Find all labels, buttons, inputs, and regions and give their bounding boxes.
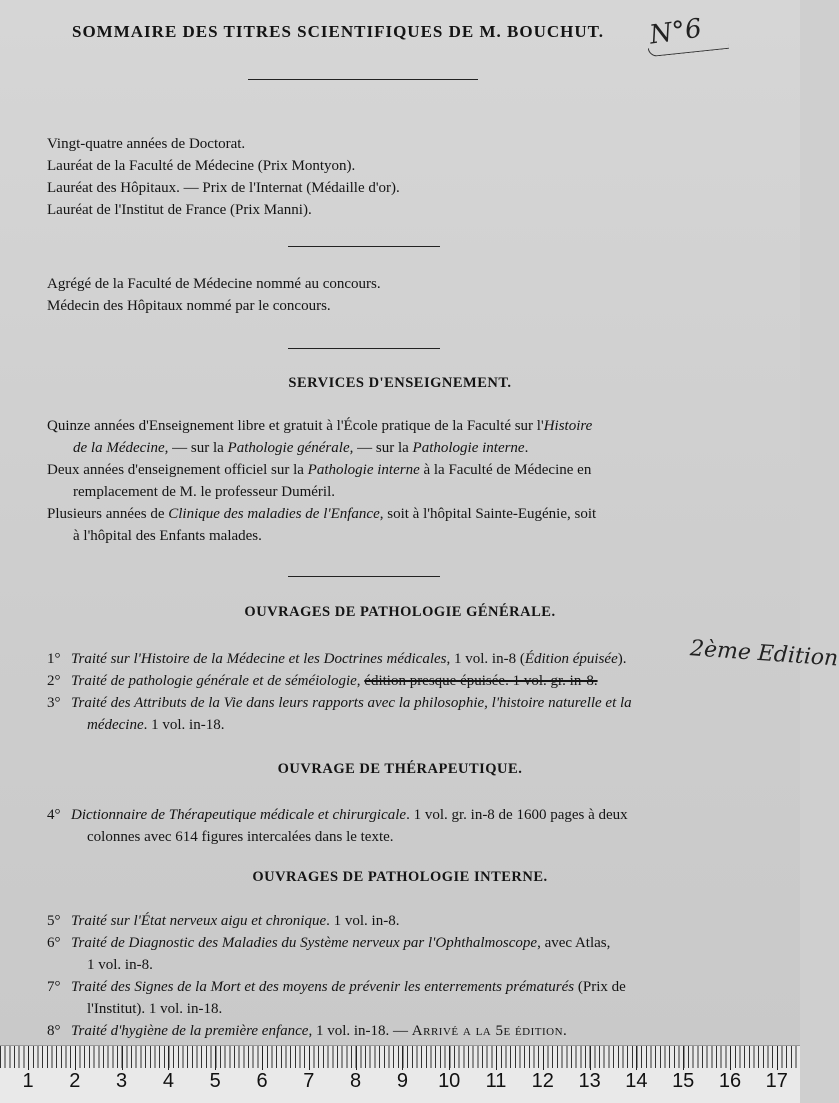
ruler-number: 3 — [116, 1070, 128, 1092]
ruler-major-tick — [262, 1046, 263, 1070]
teaching-paragraph-2-cont: remplacement de M. le professeur Duméril. — [73, 484, 335, 500]
handwritten-margin-note: 2ème Edition — [689, 636, 839, 672]
list-item: 1° Traité sur l'Histoire de la Médecine et les Doctrines médicales, 1 vol. in-8 (Édition épuisée). — [47, 651, 627, 667]
divider-rule — [288, 576, 440, 577]
ruler-number: 13 — [578, 1070, 601, 1092]
list-item: 7° Traité des Signes de la Mort et des moyens de prévenir les enterrements prématurés (Prix de l'Institut). 1 vol. in-18. — [47, 979, 626, 1017]
ruler-number: 1 — [22, 1070, 34, 1092]
appointments-block — [47, 273, 381, 317]
ruler-number: 16 — [718, 1070, 742, 1092]
list-item: 3° Traité des Attributs de la Vie dans leurs rapports avec la philosophie, l'histoire naturelle et la médecine. 1 vol. in-18. — [47, 695, 632, 733]
title-line: Vingt-quatre années de Doctorat. — [47, 136, 246, 152]
section-heading-teaching: SERVICES D'ENSEIGNEMENT. — [288, 375, 512, 391]
teaching-paragraph-2: Deux années d'enseignement officiel sur la Pathologie interne à la Faculté de Médecine en — [47, 462, 592, 478]
ruler-major-tick — [75, 1046, 76, 1070]
document-title: SOMMAIRE DES TITRES SCIENTIFIQUES DE M. BOUCHUT. — [72, 22, 604, 41]
ruler-number: 8 — [350, 1070, 362, 1092]
ruler-number: 2 — [69, 1070, 81, 1092]
ruler-major-tick — [356, 1046, 357, 1070]
ruler-number: 7 — [303, 1070, 315, 1092]
section-heading-general: OUVRAGES DE PATHOLOGIE GÉNÉRALE. — [244, 604, 556, 620]
ruler-major-tick — [402, 1046, 403, 1070]
teaching-paragraph-1-cont: de la Médecine, — sur la Pathologie générale, — sur la Pathologie interne. — [73, 440, 529, 456]
section-heading-therapeutic: OUVRAGE DE THÉRAPEUTIQUE. — [277, 761, 523, 777]
ruler-major-tick — [28, 1046, 29, 1070]
ruler-number: 14 — [625, 1070, 648, 1092]
ruler-number: 9 — [396, 1070, 408, 1092]
ruler-number: 5 — [209, 1070, 221, 1092]
therapeutic-works-list — [47, 804, 687, 848]
ruler-major-tick — [683, 1046, 684, 1070]
ruler-major-tick — [309, 1046, 310, 1070]
internal-works-list — [47, 910, 687, 1042]
ruler-major-tick — [449, 1046, 450, 1070]
general-works-list — [47, 648, 687, 736]
ruler-major-tick — [636, 1046, 637, 1070]
ruler-major-tick — [496, 1046, 497, 1070]
ruler-major-tick — [215, 1046, 216, 1070]
ruler-number: 4 — [162, 1070, 174, 1092]
ruler-major-tick — [168, 1046, 169, 1070]
ruler-major-tick — [122, 1046, 123, 1070]
ruler-major-tick — [777, 1046, 778, 1070]
titles-block — [47, 133, 400, 221]
ruler-number: 11 — [485, 1070, 507, 1092]
teaching-paragraphs — [47, 415, 682, 547]
divider-rule — [248, 79, 478, 80]
measuring-ruler — [0, 1045, 800, 1103]
list-item: 6° Traité de Diagnostic des Maladies du Système nerveux par l'Ophthalmoscope, avec Atlas, 1 vol. in-8. — [47, 935, 611, 973]
teaching-paragraph-3-cont: à l'hôpital des Enfants malades. — [73, 528, 262, 544]
teaching-paragraph-1: Quinze années d'Enseignement libre et gratuit à l'École pratique de la Faculté sur l'Histoire — [47, 418, 593, 434]
ruler-major-tick — [590, 1046, 591, 1070]
title-line: Lauréat de l'Institut de France (Prix Manni). — [47, 202, 312, 218]
ruler-number: 17 — [765, 1070, 788, 1092]
handwritten-number: N°6 — [647, 13, 704, 51]
list-item: 4° Dictionnaire de Thérapeutique médicale et chirurgicale. 1 vol. gr. in-8 de 1600 pages à deux colonnes avec 614 figures intercalées dans le texte. — [47, 807, 628, 845]
ruler-ticks — [0, 1046, 800, 1068]
ruler-major-tick — [543, 1046, 544, 1070]
appointment-line: Médecin des Hôpitaux nommé par le concours. — [47, 298, 331, 314]
title-line: Lauréat des Hôpitaux. — Prix de l'Internat (Médaille d'or). — [47, 180, 400, 196]
divider-rule — [288, 246, 440, 247]
ruler-number: 15 — [672, 1070, 695, 1092]
ruler-number: 12 — [531, 1070, 554, 1092]
ruler-major-tick — [730, 1046, 731, 1070]
list-item: 2° Traité de pathologie générale et de séméiologie, édition presque épuisée. 1 vol. gr. in-8. — [47, 673, 598, 689]
appointment-line: Agrégé de la Faculté de Médecine nommé au concours. — [47, 276, 381, 292]
section-heading-internal: OUVRAGES DE PATHOLOGIE INTERNE. — [252, 869, 548, 885]
divider-rule — [288, 348, 440, 349]
struck-text: édition presque épuisée. 1 vol. gr. in-8. — [364, 673, 598, 689]
list-item: 8° Traité d'hygiène de la première enfance, 1 vol. in-18. — Arrivé a la 5e édition. — [47, 1023, 568, 1039]
ruler-number: 6 — [256, 1070, 268, 1092]
title-line: Lauréat de la Faculté de Médecine (Prix Montyon). — [47, 158, 356, 174]
teaching-paragraph-3: Plusieurs années de Clinique des maladies de l'Enfance, soit à l'hôpital Sainte-Eugénie, soit — [47, 506, 597, 522]
list-item: 5° Traité sur l'État nerveux aigu et chronique. 1 vol. in-8. — [47, 913, 400, 929]
ruler-number: 10 — [438, 1070, 461, 1092]
